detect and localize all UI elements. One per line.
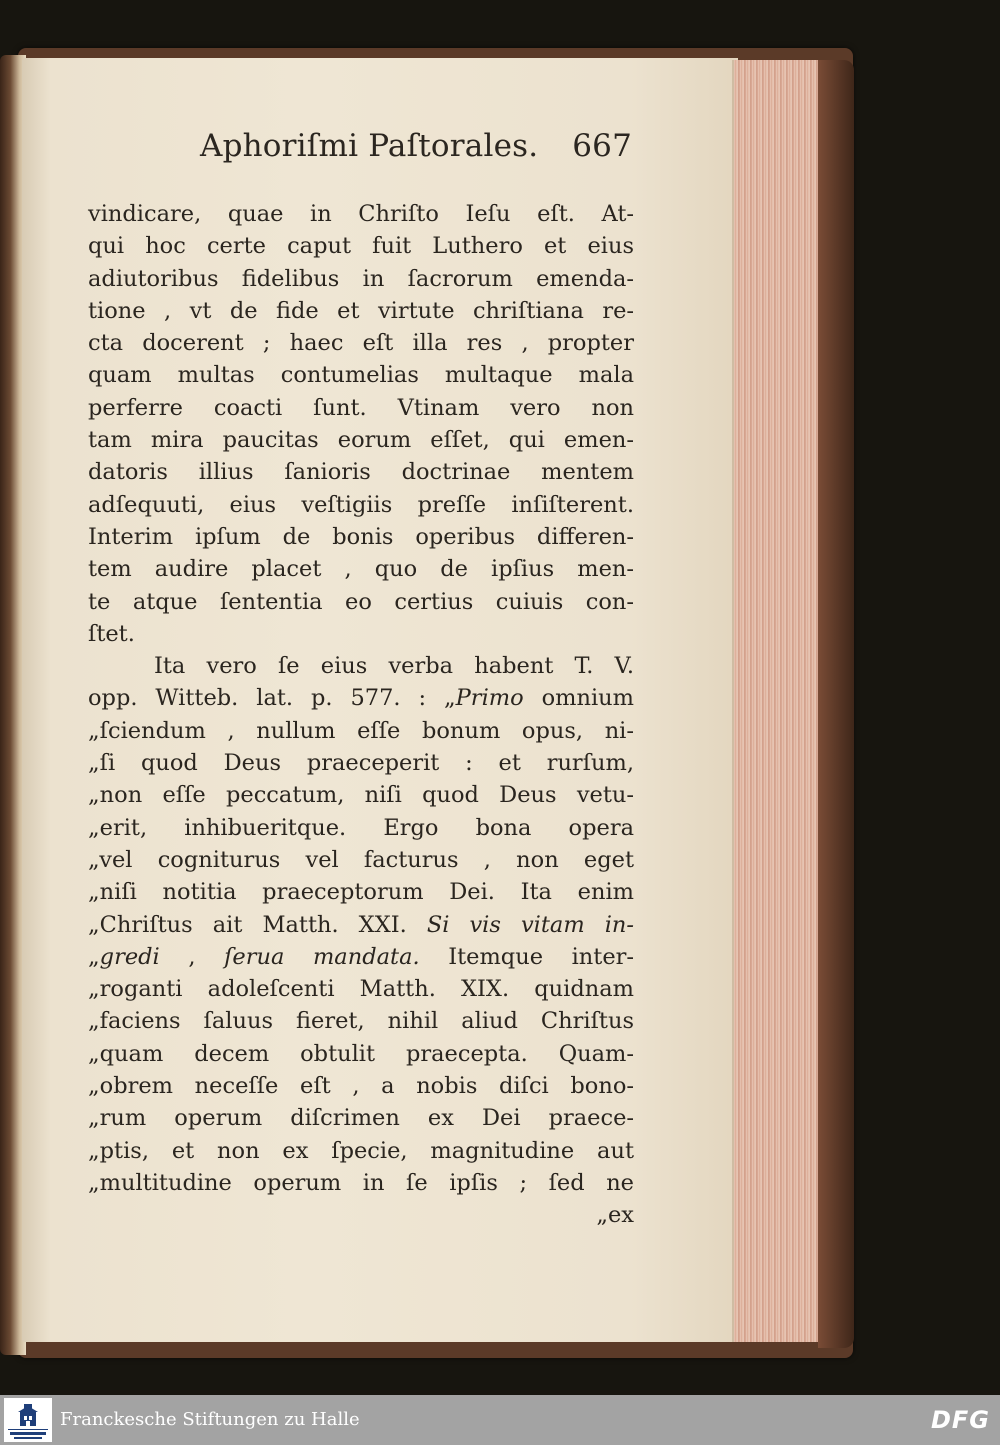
text-line: datoris illius ſanioris doctrinae mentem [88, 459, 634, 486]
text-line: Interim ipſum de bonis operibus differen- [88, 523, 634, 550]
text-line: Ita vero ſe eius verba habent T. V. [154, 653, 634, 680]
text-line: „Chriſtus ait Matth. XXI. Si vis vitam in- [88, 911, 634, 938]
logo-building-icon [4, 1398, 52, 1442]
text-line: tam mira paucitas eorum eſſet, qui emen- [88, 427, 634, 454]
viewer-footer [0, 1395, 1000, 1445]
text-line: „multitudine operum in ſe ipſis ; ſed ne [88, 1169, 634, 1196]
text-line: adſequuti, eius veſtigiis preſſe inſiſterent. [88, 491, 634, 518]
text-line: „quam decem obtulit praecepta. Quam- [88, 1040, 634, 1067]
text-line: cta docerent ; haec eſt illa res , propter [88, 330, 634, 357]
text-line: adiutoribus fidelibus in ſacrorum emenda- [88, 265, 634, 292]
cover-edge [818, 60, 854, 1348]
page-block-fore-edge [732, 60, 826, 1342]
text-line: „vel cogniturus vel facturus , non eget [88, 846, 634, 873]
text-line: tem audire placet , quo de ipſius men- [88, 556, 634, 583]
text-line: „obrem neceſſe eſt , a nobis diſci bono- [88, 1073, 634, 1100]
page-number: 667 [572, 128, 632, 164]
text-line: „gredi , ſerua mandata. Itemque inter- [88, 943, 634, 970]
text-line: „faciens ſaluus fieret, nihil aliud Chriſtus [88, 1008, 634, 1035]
text-line: „ſi quod Deus praeceperit : et rurſum, [88, 750, 634, 777]
franckesche-stiftungen-logo-icon[interactable] [4, 1398, 52, 1442]
catchword: „ex [596, 1202, 634, 1229]
text-line: opp. Witteb. lat. p. 577. : „Primo omnium [88, 685, 634, 712]
text-line: „ſciendum , nullum eſſe bonum opus, ni- [88, 717, 634, 744]
text-line: „roganti adoleſcenti Matth. XIX. quidnam [88, 976, 634, 1003]
text-block [88, 198, 634, 1232]
text-line: „rum operum diſcrimen ex Dei praece- [88, 1105, 634, 1132]
text-line: tione , vt de fide et virtute chriſtiana re- [88, 297, 634, 324]
text-line: quam multas contumelias multaque mala [88, 362, 634, 389]
text-line: „ptis, et non ex ſpecie, magnitudine aut [88, 1137, 634, 1164]
text-line: perferre coacti ſunt. Vtinam vero non [88, 394, 634, 421]
text-line: „niſi notitia praeceptorum Dei. Ita enim [88, 879, 634, 906]
running-head-title: Aphoriſmi Paſtorales. [200, 128, 539, 164]
text-line: vindicare, quae in Chriſto Ieſu eſt. At- [88, 201, 634, 227]
text-line: „non eſſe peccatum, niſi quod Deus vetu- [88, 782, 634, 809]
institution-link[interactable]: Franckesche Stiftungen zu Halle [60, 1409, 360, 1430]
running-head [200, 128, 640, 172]
text-line: „erit, inhibueritque. Ergo bona opera [88, 814, 634, 841]
text-line: te atque ſententia eo certius cuiuis con- [88, 588, 634, 615]
dfg-logo[interactable]: DFG [930, 1406, 990, 1434]
text-line: ſtet. [88, 620, 135, 647]
text-line: qui hoc certe caput fuit Luthero et eius [88, 233, 634, 260]
